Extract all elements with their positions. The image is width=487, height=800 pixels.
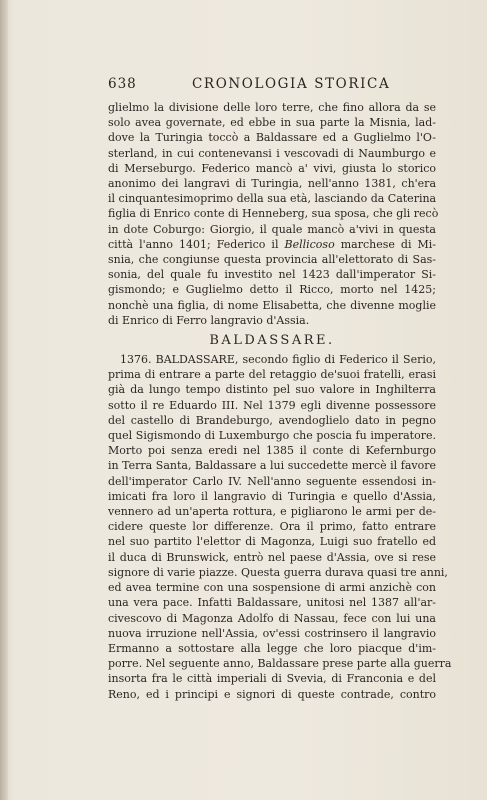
text-line: sonia, del quale fu investito nel 1423 dall'imperator Si- xyxy=(108,268,436,282)
text-line: il duca di Brunswick, entrò nel paese d'Assia, ove si rese xyxy=(108,550,436,564)
text-line: figlia di Enrico conte di Henneberg, sua sposa, che gli recò xyxy=(108,207,439,221)
text-line: solo avea governate, ed ebbe in sua parte la Misnia, lad- xyxy=(108,116,436,130)
text-line: Morto poi senza eredi nel 1385 il conte di Kefernburgo xyxy=(108,444,436,458)
text-block xyxy=(108,100,452,702)
text-line: signore di varie piazze. Questa guerra durava quasi tre anni, xyxy=(108,565,448,579)
text-line: quel Sigismondo di Luxemburgo che poscia fu imperatore. xyxy=(108,429,436,443)
text-line: dove la Turingia toccò a Baldassare ed a Guglielmo l'O- xyxy=(108,131,436,145)
text-line: già da lungo tempo distinto pel suo valore in Inghilterra xyxy=(108,383,436,397)
text-line: imicati fra loro il langravio di Turingia e quello d'Assia, xyxy=(108,489,436,503)
running-title: CRONOLOGIA STORICA xyxy=(192,76,391,92)
text-line: dell'imperator Carlo IV. Nell'anno seguente essendosi in- xyxy=(108,474,436,488)
text-line: di Merseburgo. Federico mancò a' vivi, giusta lo storico xyxy=(108,161,436,175)
text-line: Ermanno a sottostare alla legge che loro piacque d'im- xyxy=(108,641,436,655)
text-line: vennero ad un'aperta rottura, e pigliarono le armi per de- xyxy=(108,505,436,519)
text-line: una vera pace. Infatti Baldassare, unitosi nel 1387 all'ar- xyxy=(108,596,436,610)
text-line: cidere queste lor differenze. Ora il primo, fatto entrare xyxy=(108,520,436,534)
page-gutter-shadow xyxy=(0,0,8,800)
text-line: in Terra Santa, Baldassare a lui succedette mercè il favore xyxy=(108,459,436,473)
running-head xyxy=(108,76,426,96)
text-line: il cinquantesimoprimo della sua età, lasciando da Caterina xyxy=(108,192,437,206)
text-line: ed avea termine con una sospensione di armi anzichè con xyxy=(108,581,436,595)
text-line: gismondo; e Guglielmo detto il Ricco, morto nel 1425; xyxy=(108,283,436,297)
text-line: del castello di Brandeburgo, avendoglielo dato in pegno xyxy=(108,413,436,427)
paragraph-1 xyxy=(108,100,439,328)
text-line: porre. Nel seguente anno, Baldassare prese parte alla guerra xyxy=(108,657,452,671)
text-line: glielmo la divisione delle loro terre, che fino allora da se xyxy=(108,101,436,114)
text-line: 1376. BALDASSARE, secondo figlio di Federico il Serio, xyxy=(120,353,436,367)
text-line: nuova irruzione nell'Assia, ov'essi costrinsero il langravio xyxy=(108,626,436,640)
text-line: snia, che congiunse questa provincia all'elettorato di Sas- xyxy=(108,253,436,267)
section-heading: BALDASSARE. xyxy=(209,333,335,349)
text-line: città l'anno 1401; Federico il Bellicoso marchese di Mi- xyxy=(108,237,436,251)
text-line: sotto il re Eduardo III. Nel 1379 egli divenne possessore xyxy=(108,398,436,412)
text-line: nel suo partito l'elettor di Magonza, Luigi suo fratello ed xyxy=(108,535,436,549)
paragraph-2 xyxy=(108,352,452,702)
text-line: prima di entrare a parte del retaggio de'suoi fratelli, erasi xyxy=(108,368,436,382)
text-line: nonchè una figlia, di nome Elisabetta, che divenne moglie xyxy=(108,298,436,312)
text-line: anonimo dei langravi di Turingia, nell'anno 1381, ch'era xyxy=(108,177,436,191)
text-line: sterland, in cui contenevansi i vescovadi di Naumburgo e xyxy=(108,146,436,160)
text-line: in dote Coburgo: Giorgio, il quale mancò a'vivi in questa xyxy=(108,222,436,236)
text-line: insorta fra le città imperiali di Svevia, di Franconia e del xyxy=(108,672,436,686)
text-line: civescovo di Magonza Adolfo di Nassau, fece con lui una xyxy=(108,611,436,625)
text-line: Reno, ed i principi e signori di queste contrade, contro xyxy=(108,687,436,701)
page-number: 638 xyxy=(108,76,137,92)
text-line: di Enrico di Ferro langravio d'Assia. xyxy=(108,313,310,327)
